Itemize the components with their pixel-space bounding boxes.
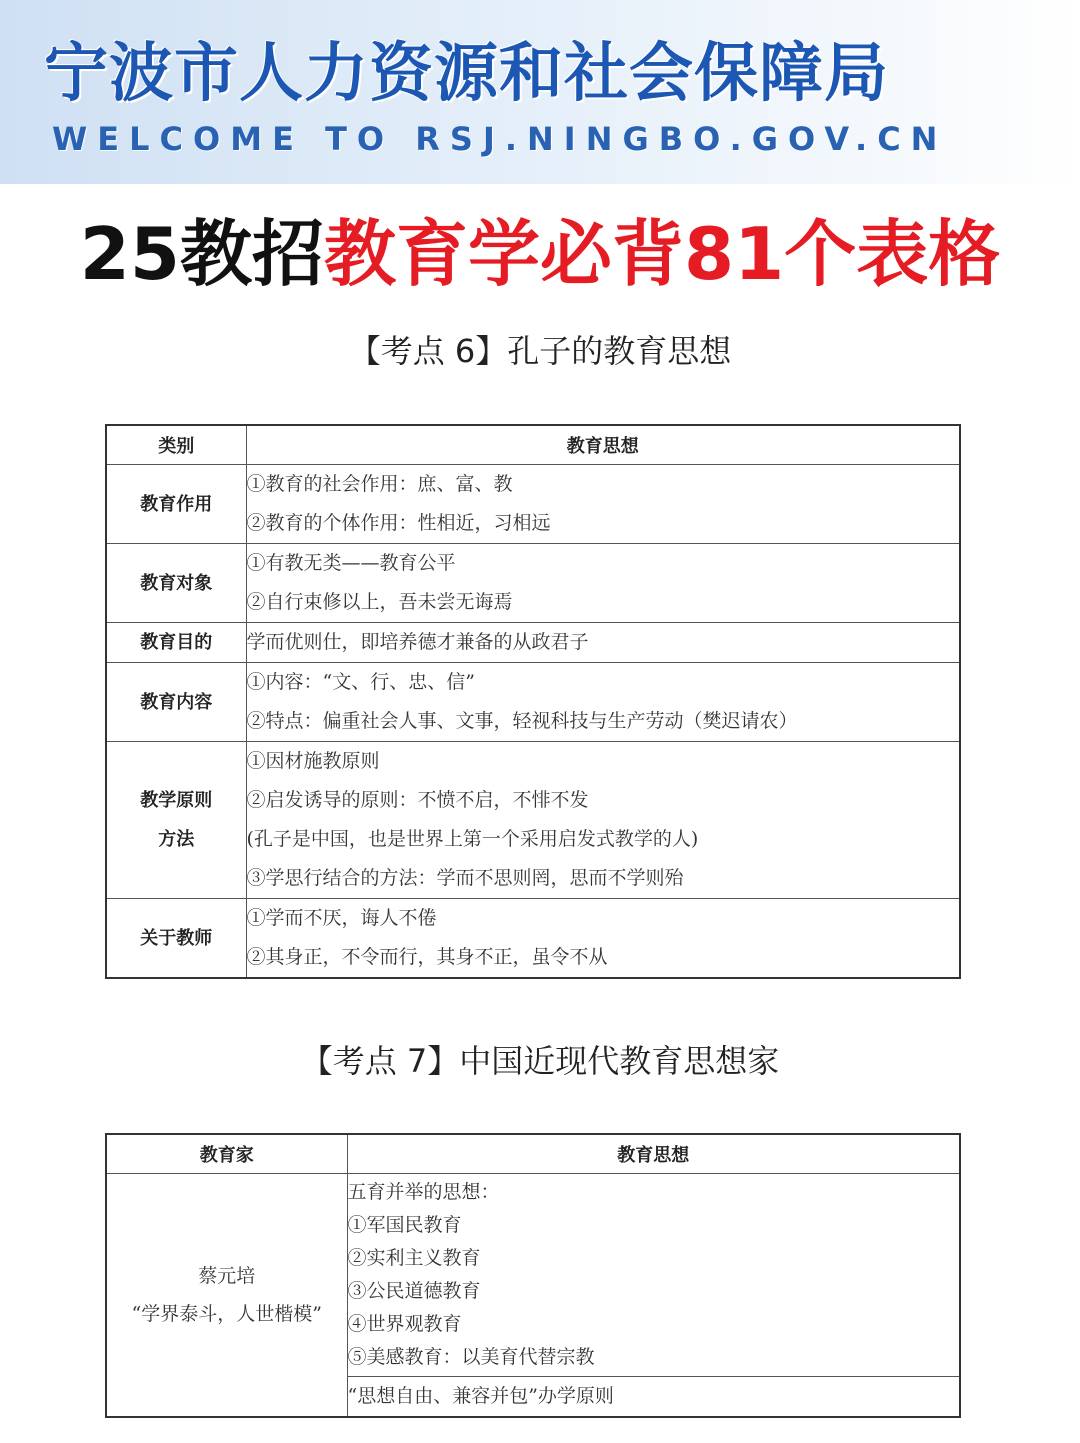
site-banner <box>0 0 1080 184</box>
table-row <box>106 465 960 544</box>
educator-cell <box>106 1174 347 1418</box>
table-header-row <box>106 425 960 465</box>
page-headline <box>0 212 1080 296</box>
row-category <box>106 742 246 899</box>
section6-title: 【考点 6】孔子的教育思想 <box>348 332 732 370</box>
confucius-table <box>105 424 961 979</box>
content-line: ③公民道德教育 <box>347 1280 481 1302</box>
content-line: ①教育的社会作用：庶、富、教 <box>246 473 513 495</box>
content-line: ④世界观教育 <box>347 1313 462 1335</box>
educator-principle <box>347 1377 960 1418</box>
table-row <box>106 742 960 899</box>
category-label: 教育作用 <box>140 493 213 515</box>
category-label: 教育目的 <box>140 632 213 653</box>
table-row <box>106 623 960 663</box>
row-content <box>246 465 960 544</box>
headline-red-part: 教育学必背81个表格 <box>324 212 1001 296</box>
educator-thought <box>347 1174 960 1377</box>
banner-subtitle: WELCOME TO RSJ.NINGBO.GOV.CN <box>52 120 948 158</box>
row-category <box>106 663 246 742</box>
content-line: ①因材施教原则 <box>246 750 380 772</box>
row-content <box>246 544 960 623</box>
header-category: 类别 <box>106 425 246 465</box>
category-label: 教学原则 <box>140 790 213 811</box>
content-line: “思想自由、兼容并包”办学原则 <box>347 1385 614 1407</box>
table-row <box>106 663 960 742</box>
category-label: 方法 <box>158 829 195 850</box>
content-line: ②自行束修以上，吾未尝无诲焉 <box>246 591 513 613</box>
table-row <box>106 899 960 979</box>
table-row <box>106 544 960 623</box>
headline-black-part: 25教招 <box>79 212 324 296</box>
row-content <box>246 899 960 979</box>
content-line: ②启发诱导的原则：不愤不启，不悱不发 <box>246 789 589 811</box>
content-line: (孔子是中国，也是世界上第一个采用启发式教学的人) <box>246 828 699 850</box>
content-line: ①军国民教育 <box>347 1214 462 1236</box>
section7-title: 【考点 7】中国近现代教育思想家 <box>300 1042 780 1080</box>
educators-table <box>105 1133 961 1418</box>
row-category <box>106 899 246 979</box>
row-content <box>246 663 960 742</box>
educator-name: 蔡元培 <box>198 1265 256 1287</box>
row-content <box>246 742 960 899</box>
category-label: 关于教师 <box>140 927 213 949</box>
header-educator: 教育家 <box>106 1134 347 1174</box>
row-category <box>106 465 246 544</box>
content-line: ①内容：“文、行、忠、信” <box>246 671 475 693</box>
row-category <box>106 623 246 663</box>
content-line: 五育并举的思想： <box>347 1181 500 1203</box>
row-category <box>106 544 246 623</box>
content-line: ③学思行结合的方法：学而不思则罔，思而不学则殆 <box>246 867 684 889</box>
category-label: 教育对象 <box>140 572 213 594</box>
content-line: 学而优则仕，即培养德才兼备的从政君子 <box>246 631 589 653</box>
header-thought: 教育思想 <box>246 425 960 465</box>
content-line: ②特点：偏重社会人事、文事，轻视科技与生产劳动（樊迟请农） <box>246 710 798 732</box>
content-line: ②实利主义教育 <box>347 1247 481 1269</box>
content-line: ②教育的个体作用：性相近，习相远 <box>246 512 551 534</box>
content-line: ①学而不厌，诲人不倦 <box>246 907 437 929</box>
banner-title: 宁波市人力资源和社会保障局 <box>44 37 889 111</box>
content-line: ①有教无类——教育公平 <box>246 552 456 574</box>
educator-epithet: “学界泰斗，人世楷模” <box>131 1303 322 1325</box>
content-line: ②其身正，不令而行，其身不正，虽令不从 <box>246 946 608 968</box>
header-thought: 教育思想 <box>347 1134 960 1174</box>
table-header-row <box>106 1134 960 1174</box>
content-line: ⑤美感教育：以美育代替宗教 <box>347 1346 595 1368</box>
row-content <box>246 623 960 663</box>
table-row <box>106 1174 960 1377</box>
category-label: 教育内容 <box>140 691 213 713</box>
